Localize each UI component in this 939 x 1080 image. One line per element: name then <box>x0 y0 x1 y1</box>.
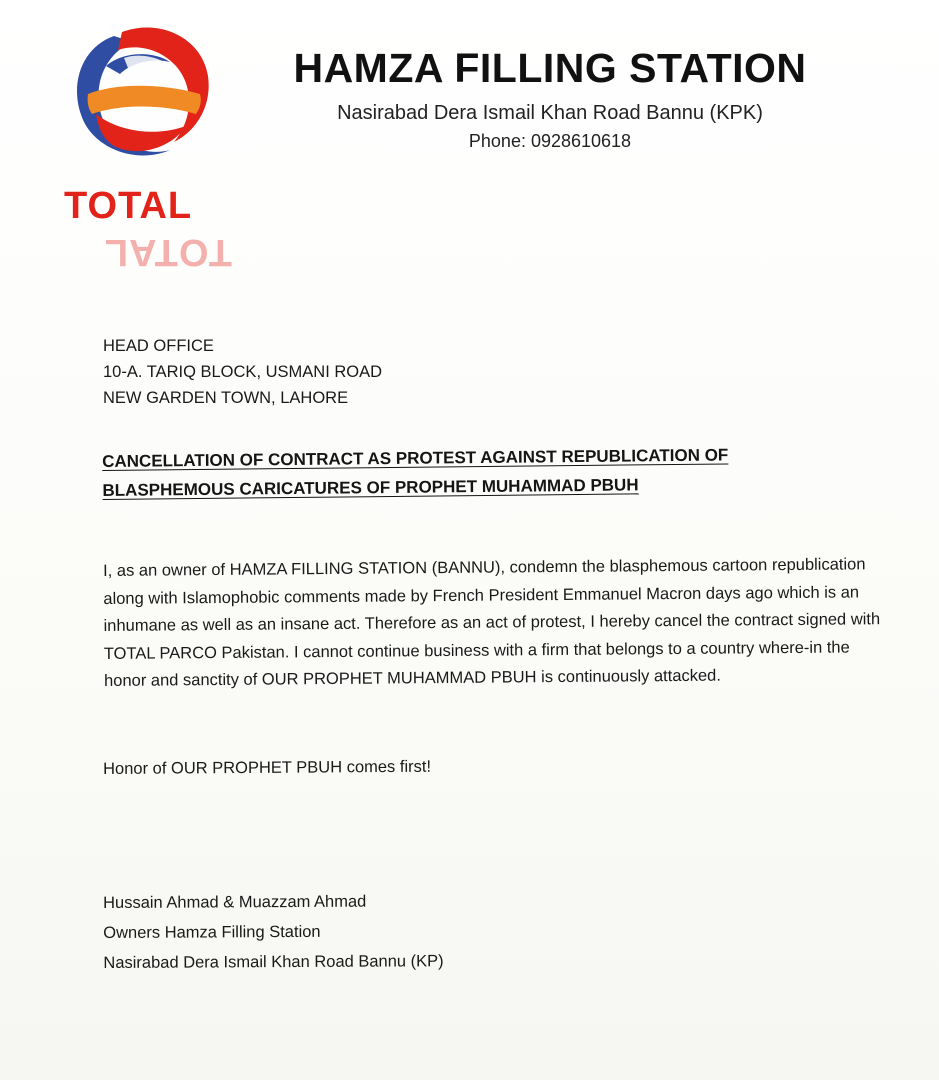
closing-line: Honor of OUR PROPHET PBUH comes first! <box>103 757 432 778</box>
letterhead <box>240 40 860 152</box>
brand-wordmark-reflection: TOTAL <box>103 231 232 273</box>
subject-line: BLASPHEMOUS CARICATURES OF PROPHET MUHAMMAD PBUH <box>102 475 639 500</box>
station-name: HAMZA FILLING STATION <box>293 45 807 91</box>
addressee-line: NEW GARDEN TOWN, LAHORE <box>103 389 349 407</box>
addressee-line: 10-A. TARIQ BLOCK, USMANI ROAD <box>103 363 383 381</box>
subject-heading <box>102 440 783 505</box>
total-logo-mark-icon <box>62 18 232 178</box>
addressee-line: HEAD OFFICE <box>103 337 214 355</box>
body-paragraph: I, as an owner of HAMZA FILLING STATION (BANNU), condemn the blasphemous cartoon republication along with Islamophobic comments made by French President Emmanuel Macron days ago which is an inhumane as well as an insane act. Therefore as an act of protest, I hereby cancel the contract signed with TOTAL PARCO Pakistan. I cannot continue business with a firm that belongs to a country where-in the honor and sanctity of OUR PROPHET MUHAMMAD PBUH is continuously attacked. <box>103 555 881 690</box>
signature-block <box>103 885 603 978</box>
signatory-title: Owners Hamza Filling Station <box>103 922 321 942</box>
station-address: Nasirabad Dera Ismail Khan Road Bannu (KPK) <box>337 102 763 124</box>
brand-wordmark: TOTAL <box>64 185 193 227</box>
addressee-block <box>103 333 603 411</box>
signatory-names: Hussain Ahmad & Muazzam Ahmad <box>103 892 367 912</box>
subject-line: CANCELLATION OF CONTRACT AS PROTEST AGAINST REPUBLICATION OF <box>102 445 729 471</box>
station-phone: Phone: 0928610618 <box>468 131 632 151</box>
signatory-address: Nasirabad Dera Ismail Khan Road Bannu (KP) <box>103 952 444 972</box>
total-logo <box>62 18 232 273</box>
